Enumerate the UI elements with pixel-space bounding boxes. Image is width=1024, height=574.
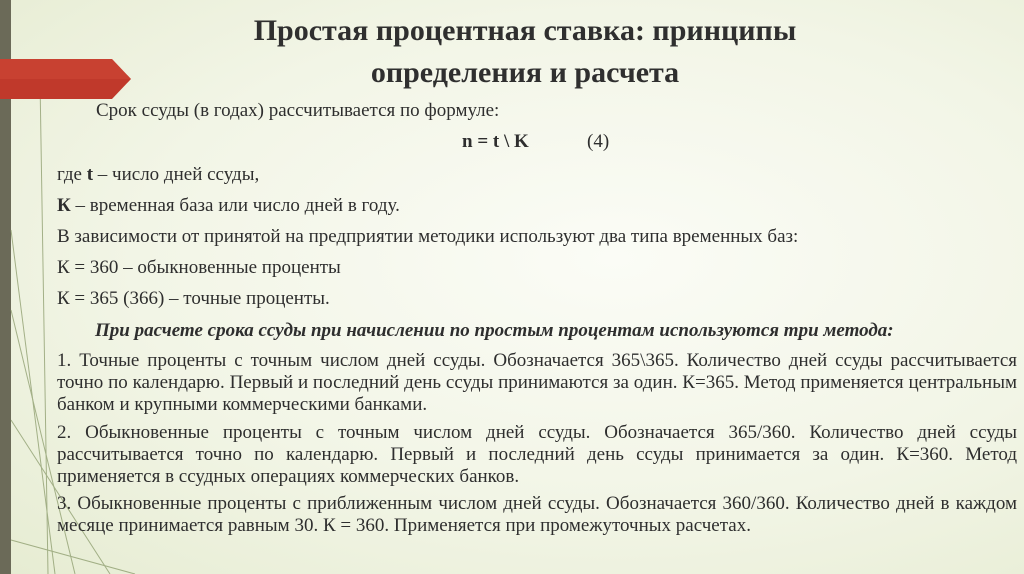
title-line-2: определения и расчета [370,56,680,89]
definition-t-symbol: t [86,164,94,185]
method-1: 1. Точные проценты с точным числом дней ссуды. Обозначается 365\365. Количество дней ссуды рассчитывается точно по календарю. Первый и последний день ссуды принимаются за один. К=365. Метод применяется центральным банком и крупными коммерческими банками. [57,350,1017,415]
title-line-1: Простая процентная ставка: принципы [253,14,797,47]
definition-t-text: – число дней ссуды, [93,164,260,185]
method-2: 2. Обыкновенные проценты с точным числом дней ссуды. Обозначается 365/360. Количество дней ссуды рассчитывается точно по календарю. Первый и последний день ссуды принимается за один. К=360. Метод применяется в ссудных операциях коммерческих банков. [57,422,1017,487]
formula-number: (4) [587,131,610,152]
definition-t [57,164,259,186]
definition-k-text: – временная база или число дней в году. [70,195,400,216]
methods-heading: При расчете срока ссуды при начислении по простым процентам используются три метода: [95,320,894,341]
intro-text: Срок ссуды (в годах) рассчитывается по формуле: [96,100,500,121]
definition-k-symbol: К [57,195,71,216]
bases-intro: В зависимости от принятой на предприятии методики используют два типа временных баз: [57,226,799,247]
slide-title [160,10,890,94]
definition-t-prefix: где [57,164,87,185]
accent-arrow-icon [0,59,131,99]
method-3: 3. Обыкновенные проценты с приближенным числом дней ссуды. Обозначается 360/360. Количество дней в каждом месяце принимается равным 30. К = 360. Применяется при промежуточных расчетах. [57,493,1017,536]
definition-k [57,195,400,217]
formula: n = t \ K [462,131,529,152]
base-exact: К = 365 (366) – точные проценты. [57,288,330,309]
base-ordinary: К = 360 – обыкновенные проценты [57,257,341,278]
